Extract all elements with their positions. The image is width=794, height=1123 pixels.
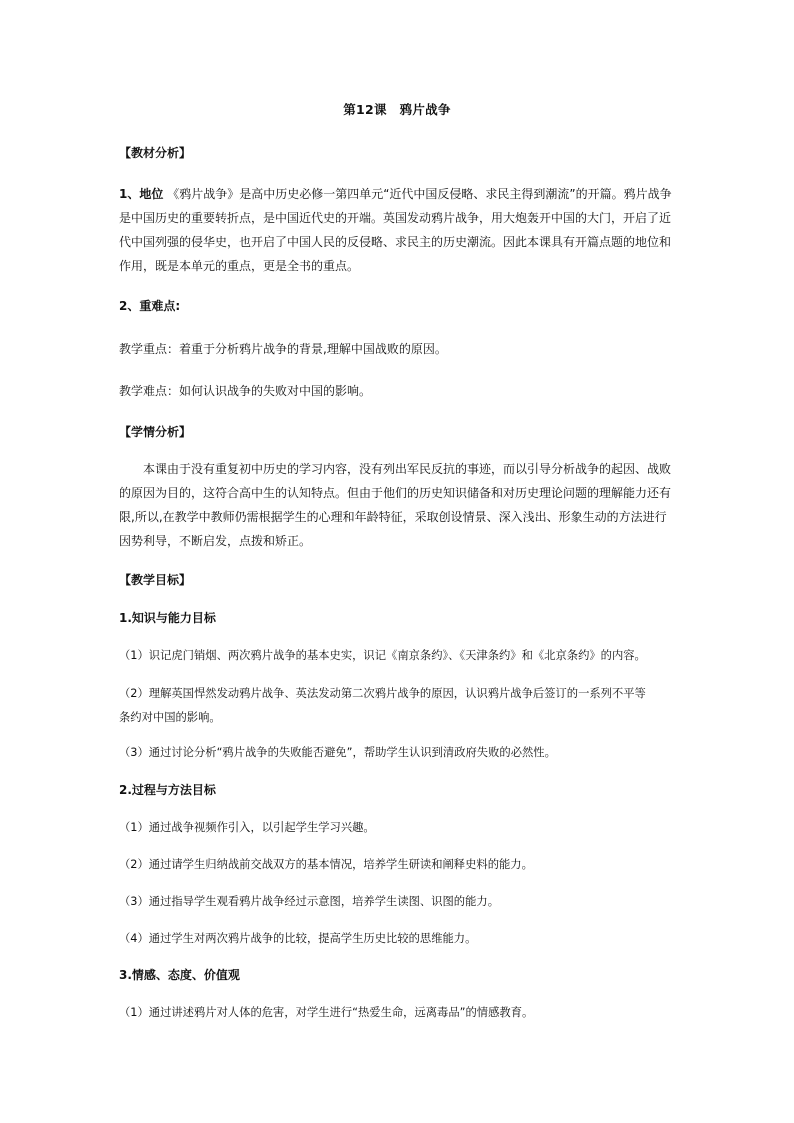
knowledge-item-2: （2）理解英国悍然发动鸦片战争、英法发动第二次鸦片战争的原因，认识鸦片战争后签订的一系列不平等 — [119, 687, 646, 700]
knowledge-goals-heading: 1.知识与能力目标 — [119, 611, 216, 625]
teaching-goals-heading: 【教学目标】 — [119, 573, 192, 587]
position-paragraph-line-3: 代中国列强的侵华史，也开启了中国人民的反侵略、求民主的历史潮流。因此本课具有开篇点题的地位和 — [119, 235, 672, 249]
lesson-title: 第12课 鸦片战争 — [343, 102, 451, 117]
teaching-key-point: 教学重点：着重于分析鸦片战争的背景,理解中国战败的原因。 — [119, 342, 447, 356]
key-points-heading: 2、重难点: — [119, 299, 181, 313]
knowledge-item-3: （3）通过讨论分析“鸦片战争的失败能否避免”，帮助学生认识到清政府失败的必然性。 — [119, 746, 556, 759]
position-paragraph-line-1 — [119, 186, 672, 202]
process-item-2: （2）通过请学生归纳战前交战双方的基本情况，培养学生研读和阐释史料的能力。 — [119, 858, 533, 871]
position-text-1: 《鸦片战争》是高中历史必修一第四单元“近代中国反侵略、求民主得到潮流”的开篇。鸦片战争 — [167, 187, 672, 201]
position-paragraph-line-2: 是中国历史的重要转折点，是中国近代史的开端。英国发动鸦片战争，用大炮轰开中国的大门，开启了近 — [119, 211, 672, 225]
students-paragraph-line-1: 本课由于没有重复初中历史的学习内容，没有列出军民反抗的事迹，而以引导分析战争的起因、战败 — [143, 462, 672, 476]
emotion-goals-heading: 3.情感、态度、价值观 — [119, 968, 240, 982]
teaching-difficult-point: 教学难点：如何认识战争的失败对中国的影响。 — [119, 384, 372, 398]
process-item-1: （1）通过战争视频作引入，以引起学生学习兴趣。 — [119, 821, 375, 834]
knowledge-item-1: （1）识记虎门销烟、两次鸦片战争的基本史实，识记《南京条约》、《天津条约》和《北京条约》的内容。 — [119, 649, 646, 662]
process-goals-heading: 2.过程与方法目标 — [119, 783, 216, 797]
process-item-3: （3）通过指导学生观看鸦片战争经过示意图，培养学生读图、识图的能力。 — [119, 895, 499, 908]
emotion-item-1: （1）通过讲述鸦片对人体的危害，对学生进行“热爱生命，远离毒品”的情感教育。 — [119, 1006, 534, 1019]
students-paragraph-line-2: 的原因为目的，这符合高中生的认知特点。但由于他们的历史知识储备和对历史理论问题的理解能力还有 — [119, 486, 672, 500]
students-paragraph-line-4: 因势利导，不断启发，点拨和矫正。 — [119, 534, 312, 548]
process-item-4: （4）通过学生对两次鸦片战争的比较，提高学生历史比较的思维能力。 — [119, 932, 477, 945]
textbook-analysis-heading: 【教材分析】 — [119, 146, 192, 160]
student-analysis-heading: 【学情分析】 — [119, 425, 192, 439]
position-label: 1、地位 — [119, 187, 164, 201]
students-paragraph-line-3: 限,所以,在教学中教师仍需根据学生的心理和年龄特征，采取创设情景、深入浅出、形象生动的方法进行 — [119, 510, 667, 524]
position-paragraph-line-4: 作用，既是本单元的重点，更是全书的重点。 — [119, 259, 360, 273]
knowledge-item-2-cont: 条约对中国的影响。 — [119, 711, 221, 724]
